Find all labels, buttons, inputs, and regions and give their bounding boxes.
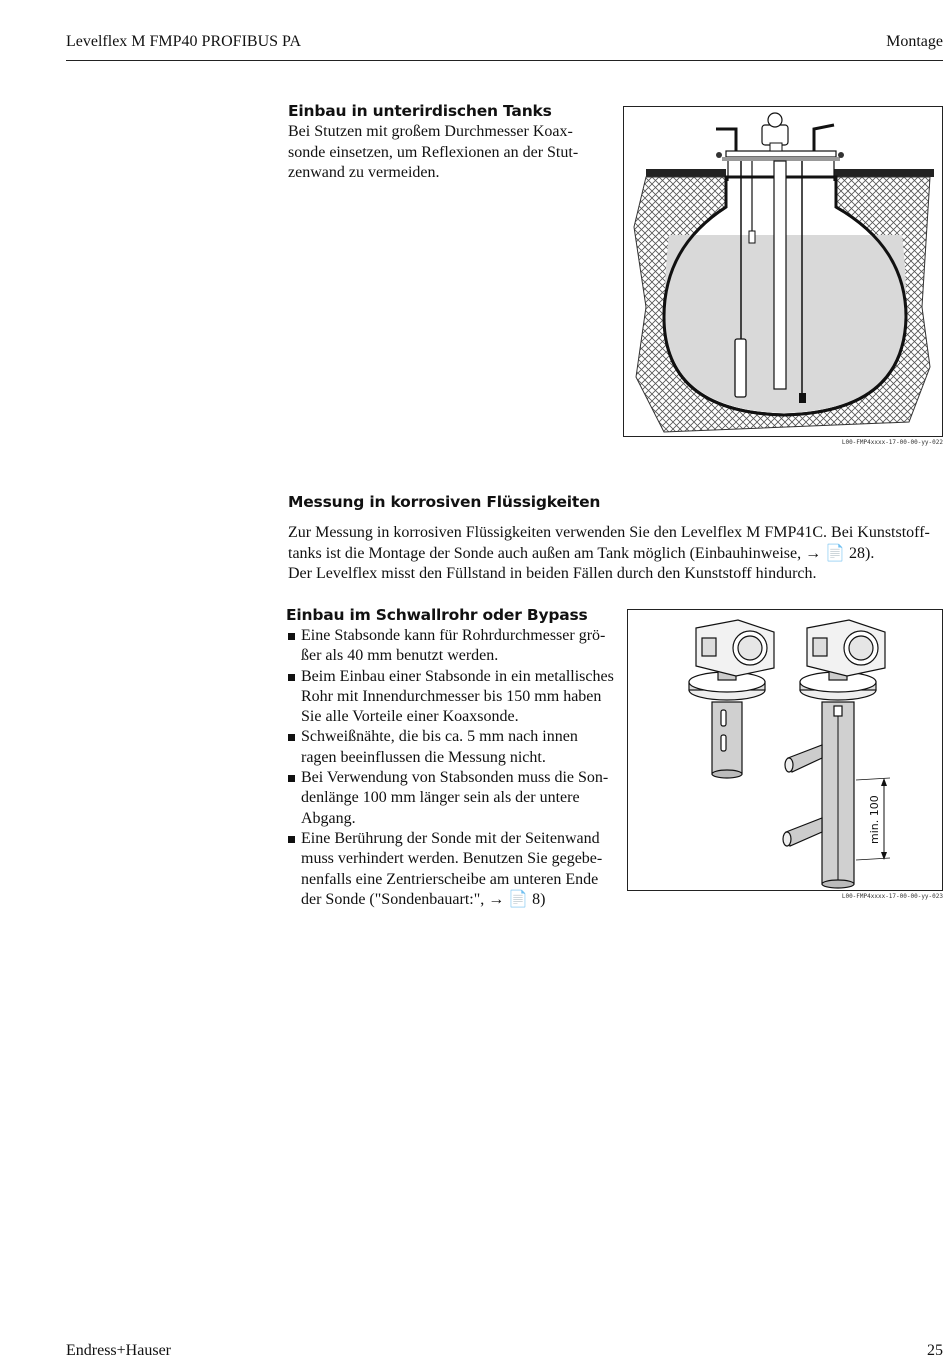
- footer-brand: Endress+Hauser: [66, 1342, 171, 1359]
- text-line: tanks ist die Montage der Sonde auch außen am Tank möglich (Einbauhinweise, → 📄 28).: [288, 544, 875, 562]
- list-item: [287, 829, 622, 910]
- text-line: Abgang.: [301, 809, 356, 827]
- text-line: ragen beeinflussen die Messung nicht.: [301, 748, 546, 766]
- list-item: [287, 667, 622, 728]
- text-line: Eine Berührung der Sonde mit der Seitenwand: [301, 829, 600, 847]
- text-line: Zur Messung in korrosiven Flüssigkeiten verwenden Sie den Levelflex M FMP41C. Bei Kunststoff-: [288, 524, 930, 541]
- figure-underground-tank: [623, 106, 943, 437]
- header-section: Montage: [886, 33, 943, 50]
- dimension-label: min. 100: [868, 795, 881, 844]
- tank-illustration: [624, 107, 942, 436]
- text-line: Beim Einbau einer Stabsonde in ein metallisches: [301, 667, 614, 685]
- text-line: denlänge 100 mm länger sein als der untere: [301, 789, 580, 807]
- figure-code: L00-FMP4xxxx-17-00-00-yy-022: [841, 439, 943, 446]
- stillwell-illustration: [628, 610, 942, 890]
- page-number: 25: [927, 1342, 943, 1359]
- section-heading-underground: Einbau in unterirdischen Tanks: [288, 102, 552, 120]
- text-line: Bei Stutzen mit großem Durchmesser Koax-: [288, 123, 573, 140]
- text-line: Sie alle Vorteile einer Koaxsonde.: [301, 708, 519, 726]
- text-line: Schweißnähte, die bis ca. 5 mm nach innen: [301, 728, 578, 746]
- text-line: Eine Stabsonde kann für Rohrdurchmesser grö-: [301, 627, 606, 644]
- text-line: muss verhindert werden. Benutzen Sie gegebe-: [301, 850, 603, 868]
- list-item: [287, 768, 622, 829]
- text-line: ßer als 40 mm benutzt werden.: [301, 647, 499, 665]
- section-heading-corrosive: Messung in korrosiven Flüssigkeiten: [288, 493, 601, 511]
- section-text-underground: [288, 122, 608, 184]
- text-line: nenfalls eine Zentrierscheibe am unteren Ende: [301, 870, 599, 888]
- list-item: [287, 626, 622, 667]
- section-heading-stillwell: Einbau im Schwallrohr oder Bypass: [286, 606, 588, 624]
- text-line: Der Levelflex misst den Füllstand in beiden Fällen durch den Kunststoff hindurch.: [288, 565, 817, 582]
- text-line: der Sonde ("Sondenbauart:", → 📄 8): [301, 890, 546, 908]
- text-line: Bei Verwendung von Stabsonden muss die Son-: [301, 769, 609, 787]
- text-line: sonde einsetzen, um Reflexionen an der Stut-: [288, 143, 579, 161]
- section-text-corrosive: [288, 523, 948, 585]
- text-line: zenwand zu vermeiden.: [288, 164, 440, 181]
- list-item: [287, 727, 622, 768]
- figure-code: L00-FMP4xxxx-17-00-00-yy-023: [841, 893, 943, 900]
- bullet-list: [287, 626, 622, 910]
- header-title: Levelflex M FMP40 PROFIBUS PA: [66, 33, 302, 50]
- header-rule: [66, 60, 943, 61]
- figure-stillwell-bypass: [627, 609, 943, 891]
- text-line: Rohr mit Innendurchmesser bis 150 mm haben: [301, 687, 602, 705]
